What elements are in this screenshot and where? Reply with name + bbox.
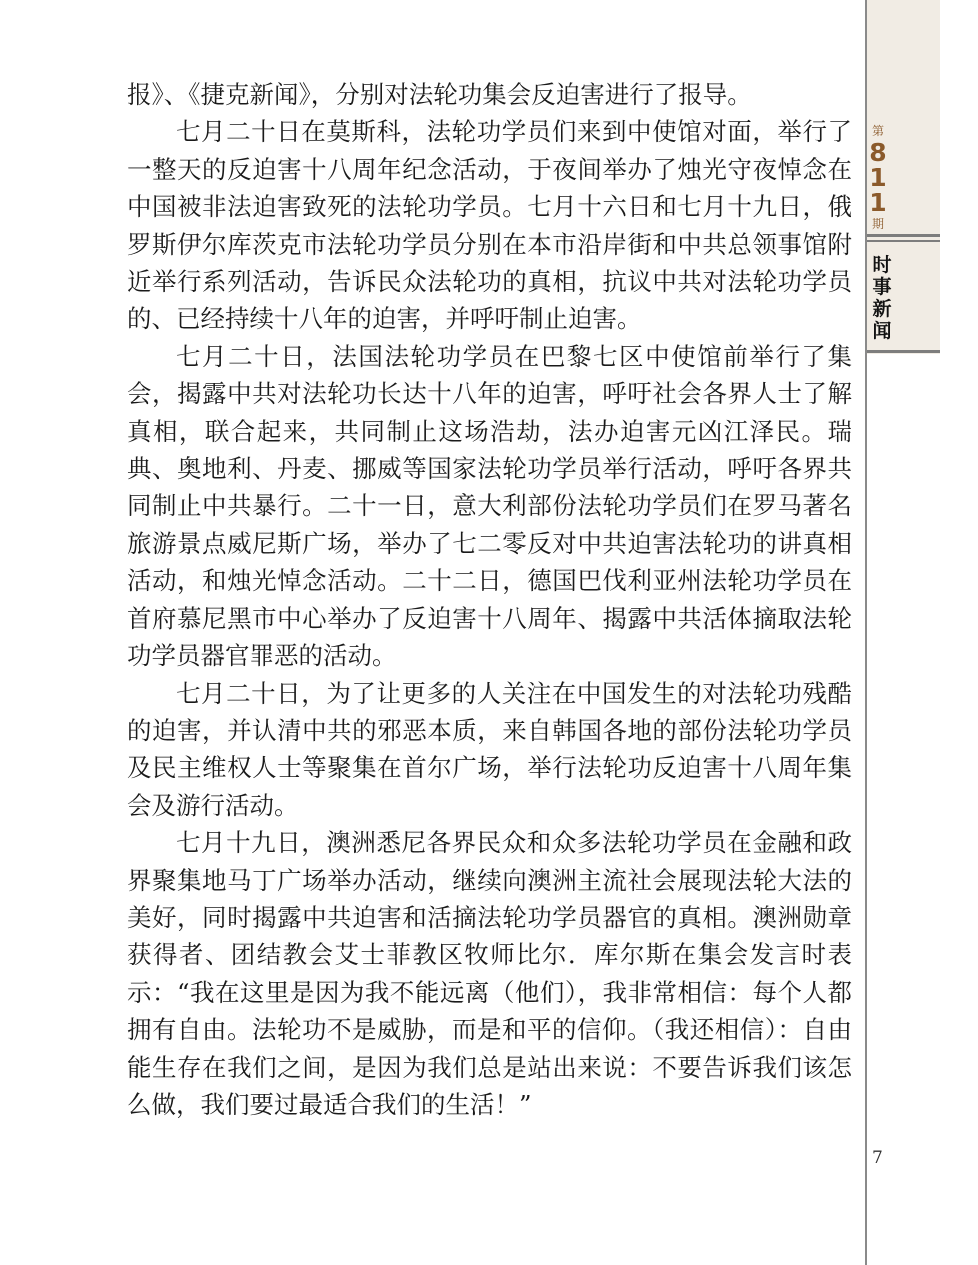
paragraph: 七月二十日在莫斯科，法轮功学员们来到中使馆对面，举行了一整天的反迫害十八周年纪念活动，于夜间举办了烛光守夜悼念在中国被非法迫害致死的法轮功学员。七月十六日和七月十九日，俄罗斯伊尔库茨克市法轮功学员分别在本市沿岸街和中共总领事馆附近举行系列活动，告诉民众法轮功的真相，抗议中共对法轮功学员的、已经持续十八年的迫害，并呼吁制止迫害。 [127, 117, 852, 334]
section-char: 新 [872, 298, 892, 320]
section-char: 闻 [872, 320, 892, 342]
sidebar-divider [867, 234, 940, 242]
page-number: 7 [872, 1148, 883, 1168]
issue-digit: 8 [869, 138, 887, 167]
section-title [867, 254, 897, 342]
paragraph: 七月二十日，为了让更多的人关注在中国发生的对法轮功残酷的迫害，并认清中共的邪恶本质，来自韩国各地的部份法轮功学员及民主维权人士等聚集在首尔广场，举行法轮功反迫害十八周年集会及游行活动。 [127, 678, 852, 820]
paragraph: 报》、《捷克新闻》，分别对法轮功集会反迫害进行了报导。 [127, 80, 752, 109]
article-body [127, 76, 852, 1123]
sidebar-tab-bottom [867, 350, 940, 353]
issue-prefix: 第 [871, 124, 884, 138]
issue-digit: 1 [869, 188, 887, 217]
paragraph: 七月十九日，澳洲悉尼各界民众和众多法轮功学员在金融和政界聚集地马丁广场举办活动，继续向澳洲主流社会展现法轮大法的美好，同时揭露中共迫害和活摘法轮功学员器官的真相。澳洲勋章获得者、团结教会艾士菲教区牧师比尔．库尔斯在集会发言时表示：“我在这里是因为我不能远离（他们），我非常相信：每个人都拥有自由。法轮功不是威胁，而是和平的信仰。（我还相信）：自由能生存在我们之间，是因为我们总是站出来说：不要告诉我们该怎么做，我们要过最适合我们的生活！” [127, 828, 852, 1119]
paragraph: 七月二十日，法国法轮功学员在巴黎七区中使馆前举行了集会，揭露中共对法轮功长达十八年的迫害，呼吁社会各界人士了解真相，联合起来，共同制止这场浩劫，法办迫害元凶江泽民。瑞典、奥地利、丹麦、挪威等国家法轮功学员举行活动，呼吁各界共同制止中共暴行。二十一日，意大利部份法轮功学员们在罗马著名旅游景点威尼斯广场，举办了七二零反对中共迫害法轮功的讲真相活动，和烛光悼念活动。二十二日，德国巴伐利亚州法轮功学员在首府慕尼黑市中心举办了反迫害十八周年、揭露中共活体摘取法轮功学员器官罪恶的活动。 [127, 341, 852, 671]
section-char: 时 [872, 254, 892, 276]
issue-label [867, 122, 889, 233]
section-char: 事 [872, 276, 892, 298]
issue-suffix: 期 [871, 217, 884, 231]
issue-digit: 1 [869, 163, 887, 192]
